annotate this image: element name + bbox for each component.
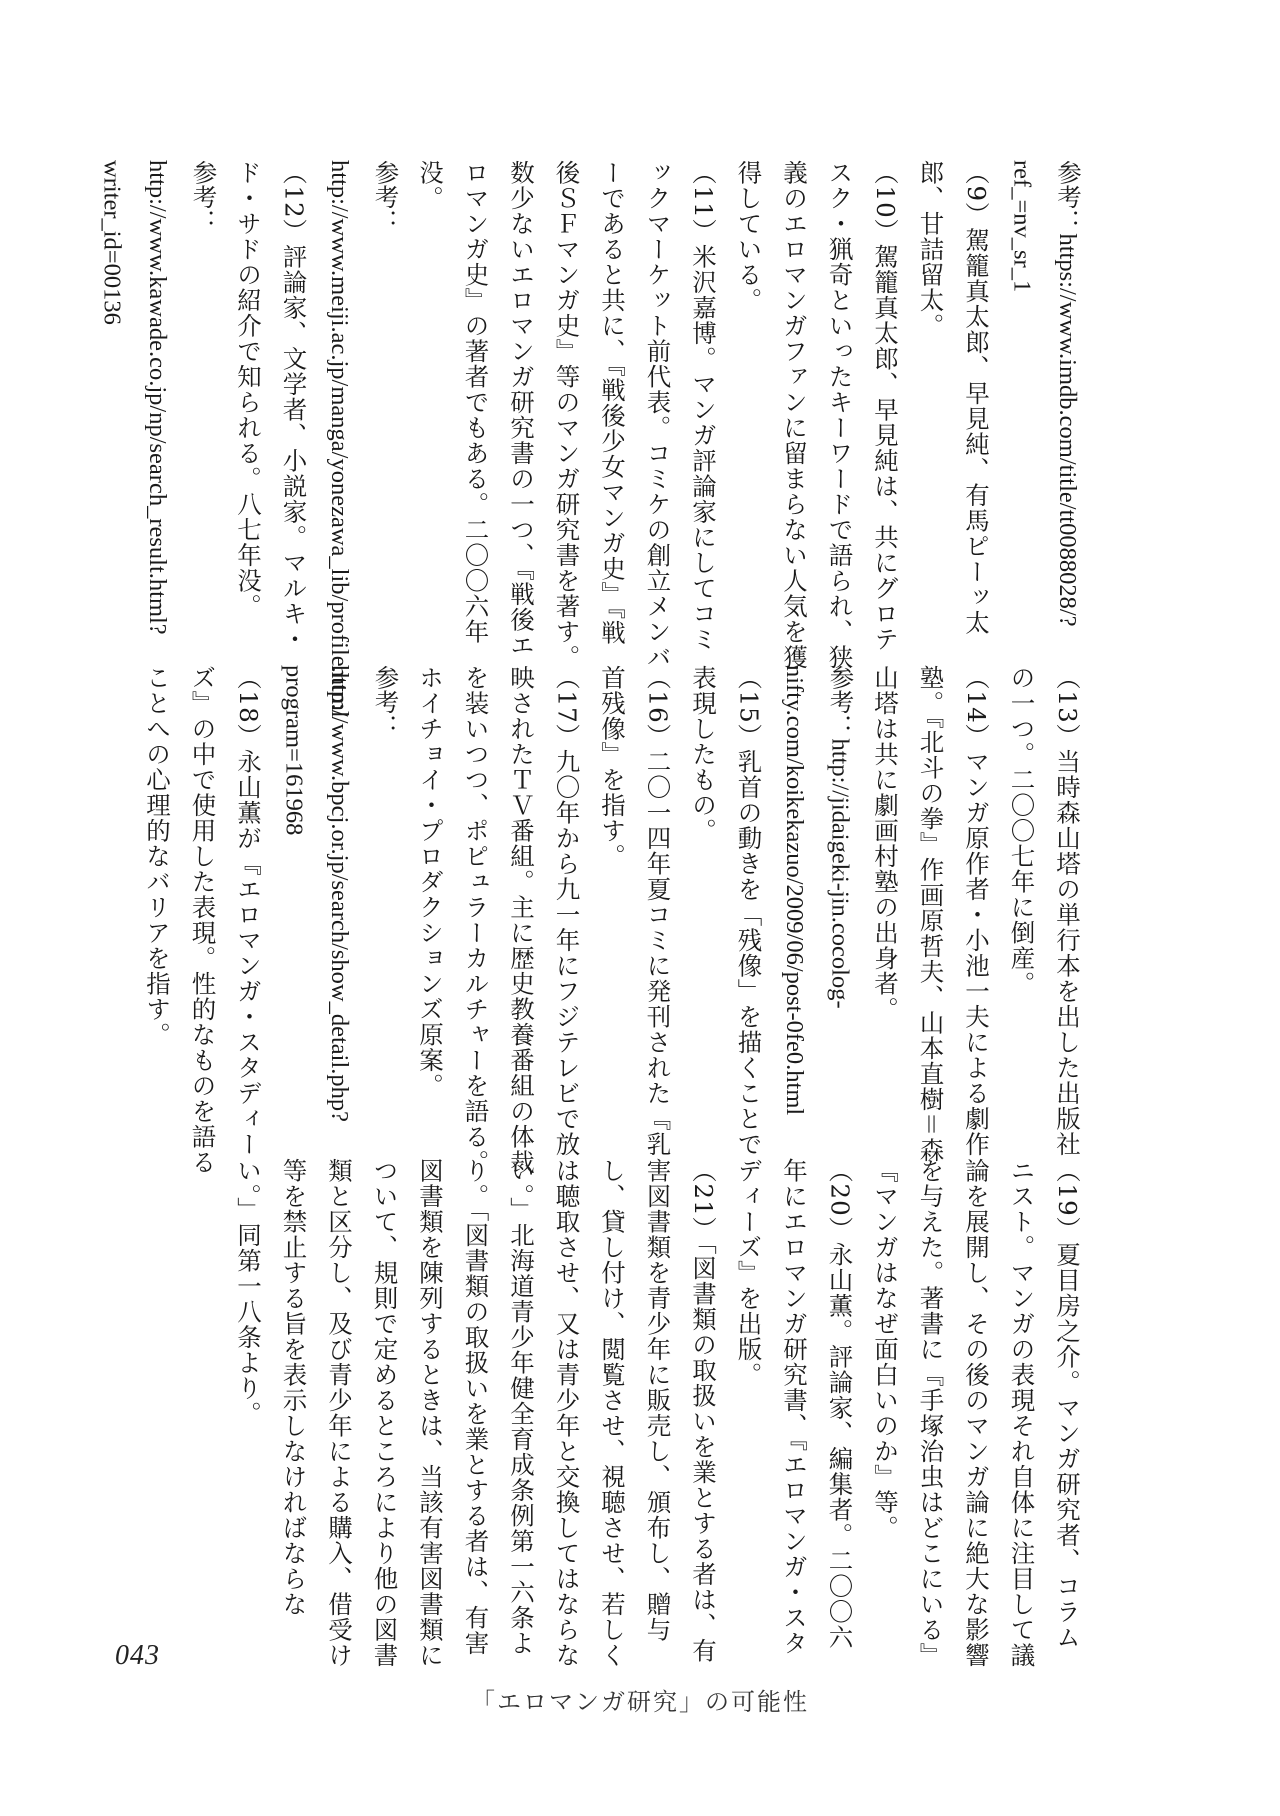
running-title: 「エロマンガ研究」の可能性 — [471, 1688, 809, 1716]
note-11: （11）米沢嘉博。マンガ評論家にしてコミックマーケット前代表。コミケの創立メンバーであると共に、『戦後少女マンガ史』『戦後ＳＦマンガ史』等のマンガ研究書を著す。数少ないエロマンガ研究書の一つ、『戦後エロマンガ史』の著者でもある。二〇〇六年没。 — [416, 160, 718, 670]
note-13: （13）当時森山塔の単行本を出した出版社の一つ。二〇〇七年に倒産。 — [1007, 665, 1082, 1158]
notes-tier-top — [98, 160, 1090, 718]
notes-tier-bottom — [190, 1158, 1090, 1668]
note-18: （18）永山薫が『エロマンガ・スタディーズ』の中で使用した表現。性的なものを語ることへの心理的なバリアを指す。 — [143, 665, 263, 1175]
page-number: 043 — [115, 1640, 160, 1671]
note-reference-url: 参考：https://www.imdb.com/title/tt0088028/?ref_=nv_sr_1 — [1008, 160, 1081, 627]
note-19: （19）夏目房之介。マンガ研究者、コラムニスト。マンガの表現それ自体に注目して議論を展開し、その後のマンガ論に絶大な影響を与えた。著書に『手塚治虫はどこにいる』『マンガはなぜ面白いのか』等。 — [871, 1158, 1082, 1668]
note-12: （12）評論家、文学者、小説家。マルキ・ド・サドの紹介で知られる。八七年没。 — [234, 160, 309, 653]
notes-tier-middle — [143, 665, 1090, 1175]
note-reference-url: 参考：http://jidaigeki-jin.cocolog-nifty.com/koikekazuo/2009/06/post-0fe0.html — [781, 665, 854, 1116]
note-10: （10）駕籠真太郎、早見純は、共にグロテスク・猟奇といったキーワードで語られ、狭義のエロマンガファンに留まらない人気を獲得している。 — [734, 160, 900, 670]
note-9: （9）駕籠真太郎、早見純、有馬ピーッ太郎、甘詰留太。 — [916, 160, 991, 636]
note-14: （14）マンガ原作者・小池一夫による劇作塾。『北斗の拳』作画原哲夫、山本直樹＝森山塔は共に劇画村塾の出身者。 — [871, 665, 991, 1163]
note-21: （21）「図書類の取扱いを業とする者は、有害図書類を青少年に販売し、頒布し、贈与し、貸し付け、閲覧させ、視聴させ、若しくは聴取させ、又は青少年と交換してはならない。」北海道青少年健全育成条例第一六条より。「図書類の取扱いを業とする者は、有害図書類を陳列するときは、当該有害図書類について、規則で定めるところにより他の図書類と区分し、及び青少年による購入、借受け等を禁止する旨を表示しなければならない。」同第一八条より。 — [234, 1158, 718, 1668]
note-20: （20）永山薫。評論家、編集者。二〇〇六年にエロマンガ研究書、『エロマンガ・スタディーズ』を出版。 — [734, 1158, 855, 1656]
note-reference-url: 参考：http://www.meiji.ac.jp/manga/yonezawa_lib/profile.html — [326, 160, 399, 718]
note-reference-url: 参考：http://www.kawade.co.jp/np/search_result.html?writer_id=00136 — [98, 160, 217, 635]
note-17: （17）九〇年から九一年にフジテレビで放映されたＴＶ番組。主に歴史教養番組の体裁を装いつつ、ポピュラーカルチャーを語る。ホイチョイ・プロダクションズ原案。 — [416, 665, 582, 1175]
note-reference-url: 参考：http://www.bpcj.or.jp/search/show_detail.php?program=161968 — [280, 665, 399, 1123]
note-15: （15）乳首の動きを「残像」を描くことで表現したもの。 — [689, 665, 764, 1158]
note-16: （16）二〇一四年夏コミに発刊された『乳首残像』を指す。 — [598, 665, 673, 1158]
